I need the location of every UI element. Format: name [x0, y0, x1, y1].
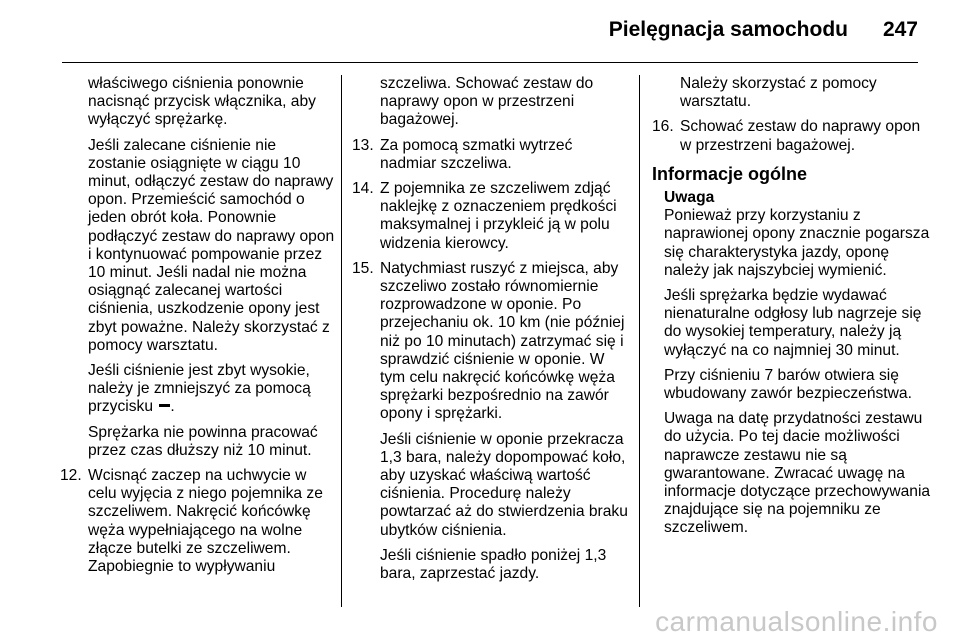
paragraph-pressure-not-reached: Jeśli zalecane ciśnienie nie zostanie osiągnięte w ciągu 10 minut, odłączyć zestaw do naprawy opon. Przemieścić samochód o jeden obrót koła. Ponownie podłączyć zestaw do naprawy opon i kontynuować pompowanie przez 10 minut. Jeśli nadal nie można osiągnąć zalecanej wartości ciśnienia, uszkodzenie opony jest zbyt poważne. Należy skorzystać z pomocy warsztatu. [88, 136, 335, 354]
page-header [0, 0, 960, 62]
note-label: Uwaga [664, 189, 715, 207]
list-item-number: 15. [352, 259, 374, 277]
list-item-14 [352, 180, 630, 253]
paragraph-pressure-too-high [60, 362, 338, 417]
paragraph-continuation: szczeliwa. Schować zestaw do naprawy opon w przestrzeni bagażowej. [380, 75, 594, 129]
sentence-end: . [170, 398, 175, 416]
paragraph-continuation: Należy skorzystać z pomocy warsztatu. [680, 75, 877, 111]
page-number: 247 [882, 18, 918, 41]
list-item-number: 14. [352, 180, 374, 198]
column-divider-2 [639, 75, 640, 607]
list-item-text: Schować zestaw do naprawy opon w przestrzeni bagażowej. [680, 118, 921, 154]
column-3 [652, 75, 932, 545]
section-heading: Informacje ogólne [652, 163, 808, 184]
note-paragraph-2: Jeśli sprężarka będzie wydawać nienaturalne odgłosy lub nagrzeje się do wysokiej temperatury, należy ją wyłączyć na co najmniej 30 minut. [664, 287, 922, 359]
list-item-text: Za pomocą szmatki wytrzeć nadmiar szczeliwa. [380, 136, 573, 172]
note-paragraph-3: Przy ciśnieniu 7 barów otwiera się wbudowany zawór bezpieczeństwa. [664, 366, 912, 403]
section-title: Pielęgnacja samochodu [608, 18, 848, 41]
list-item-text: Z pojemnika ze szczeliwem zdjąć naklejkę z oznaczeniem prędkości maksymalnej i przykleić ją w polu widzenia kierowcy. [380, 180, 617, 252]
paragraph-pressure-below: Jeśli ciśnienie spadło poniżej 1,3 bara, zaprzestać jazdy. [380, 546, 607, 583]
list-item-12 [60, 467, 338, 576]
list-item-number: 16. [652, 118, 674, 136]
paragraph-pressure-too-high-text: Jeśli ciśnienie jest zbyt wysokie, należy je zmniejszyć za pomocą przycisku [88, 362, 311, 416]
note-paragraph-4: Uwaga na datę przydatności zestawu do użycia. Po tej dacie możliwości naprawcze zestawu nie są gwarantowane. Zwracać uwagę na informacje dotyczące przechowywania znajdujące się na pojemniku ze szczeliwem. [664, 410, 931, 537]
header-divider [62, 62, 918, 63]
list-item-number: 13. [352, 136, 374, 154]
list-item-13 [352, 137, 630, 173]
list-item-number: 12. [60, 467, 82, 485]
paragraph-pressure-above: Jeśli ciśnienie w oponie przekracza 1,3 bara, należy dopompować koło, aby uzyskać właściwą wartość ciśnienia. Procedurę należy powtarzać aż do stwierdzenia braku ubytków ciśnienia. [380, 430, 628, 539]
paragraph-compressor-limit: Sprężarka nie powinna pracować przez czas dłuższy niż 10 minut. [88, 423, 318, 459]
column-2 [352, 75, 630, 590]
list-item-text: Natychmiast ruszyć z miejsca, aby szczeliwo zostało równomiernie rozprowadzone w oponie. Po przejechaniu ok. 10 km (nie później niż po 10 minutach) zatrzymać się i sprawdzić ciśnienie w oponie. W tym celu nakręcić końcówkę węża sprężarki bezpośrednio na zawór opony i sprężarki. [380, 259, 625, 423]
minus-button-icon [159, 404, 170, 407]
column-divider-1 [341, 75, 342, 607]
list-item-15 [352, 260, 630, 424]
column-1 [60, 75, 338, 583]
list-item-16 [652, 118, 932, 154]
paragraph-continuation: właściwego ciśnienia ponownie nacisnąć przycisk włącznika, aby wyłączyć sprężarkę. [88, 75, 316, 129]
list-item-text: Wcisnąć zaczep na uchwycie w celu wyjęcia z niego pojemnika ze szczeliwem. Nakręcić końcówkę węża wypełniającego na wolne złącze butelki ze szczeliwem. Zapobiegnie to wypływaniu [88, 467, 323, 576]
watermark: carmanualsonline.info [655, 606, 938, 637]
note-paragraph-1: Ponieważ przy korzystaniu z naprawionej opony znacznie pogarsza się charakterystyka jazdy, oponę należy jak najszybciej wymienić. [664, 207, 930, 279]
note-box [652, 189, 932, 538]
